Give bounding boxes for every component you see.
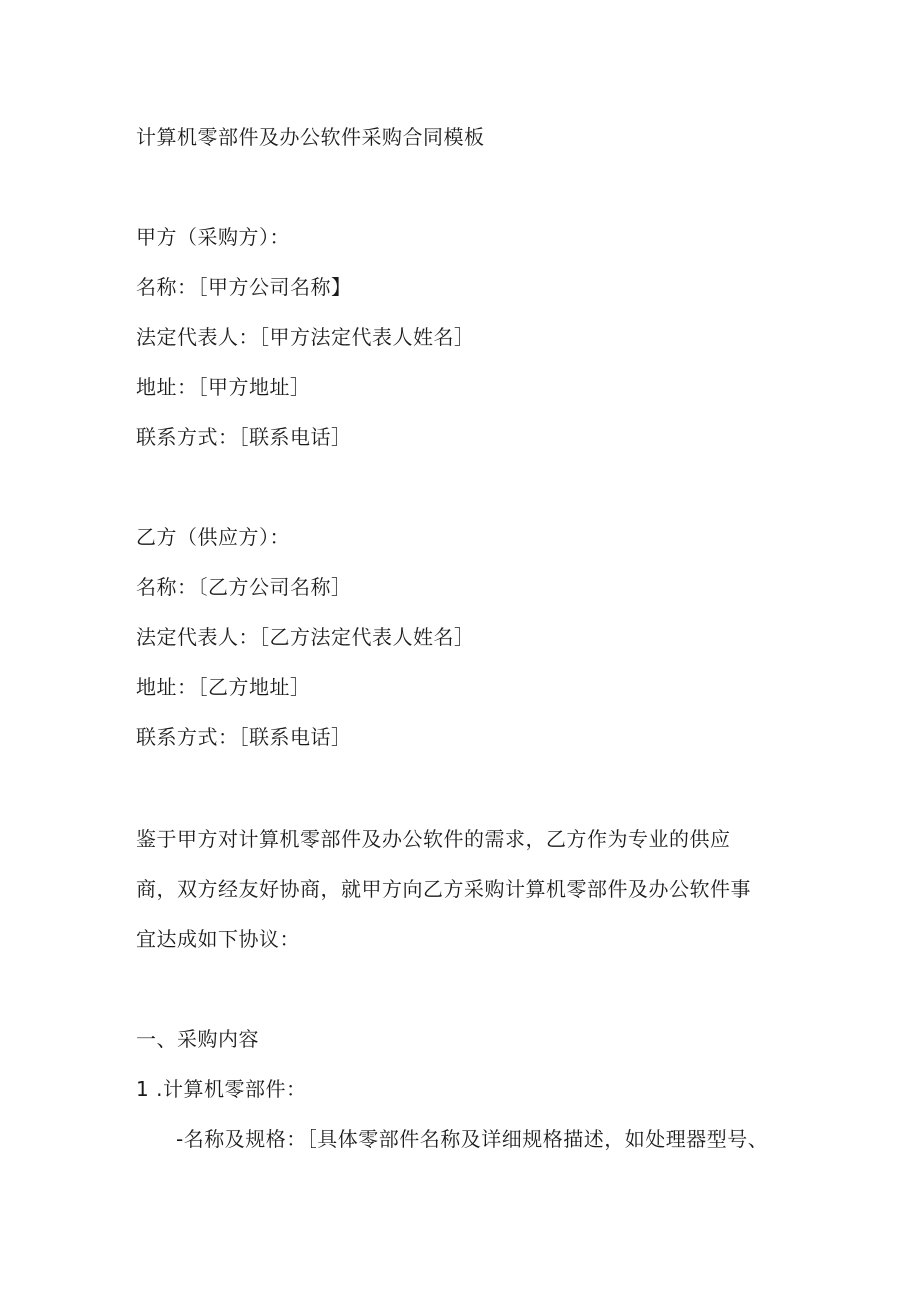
section-item-spec: -名称及规格：［具体零部件名称及详细规格描述，如处理器型号、 bbox=[176, 1127, 769, 1151]
party-b-address: 地址：［乙方地址］ bbox=[136, 675, 311, 699]
party-b-heading: 乙方（供应方）： bbox=[136, 525, 290, 549]
section-heading: 一、采购内容 bbox=[136, 1027, 259, 1051]
party-a-contact: 联系方式：［联系电话］ bbox=[136, 425, 352, 449]
party-a-heading: 甲方（采购方）： bbox=[136, 225, 290, 249]
document-title: 计算机零部件及办公软件采购合同模板 bbox=[136, 125, 485, 149]
section-item: 1 .计算机零部件： bbox=[136, 1077, 307, 1101]
party-b-representative: 法定代表人：［乙方法定代表人姓名］ bbox=[136, 625, 475, 649]
preamble-line: 宜达成如下协议： bbox=[136, 927, 300, 951]
preamble-line: 商，双方经友好协商，就甲方向乙方采购计算机零部件及办公软件事 bbox=[136, 877, 751, 901]
party-a-representative: 法定代表人：［甲方法定代表人姓名］ bbox=[136, 325, 475, 349]
preamble-line: 鉴于甲方对计算机零部件及办公软件的需求，乙方作为专业的供应 bbox=[136, 827, 731, 851]
party-a-name: 名称：［甲方公司名称】 bbox=[136, 275, 352, 299]
party-a-address: 地址：［甲方地址］ bbox=[136, 375, 311, 399]
party-b-contact: 联系方式：［联系电话］ bbox=[136, 725, 352, 749]
party-b-name: 名称：〔乙方公司名称］ bbox=[136, 575, 352, 599]
